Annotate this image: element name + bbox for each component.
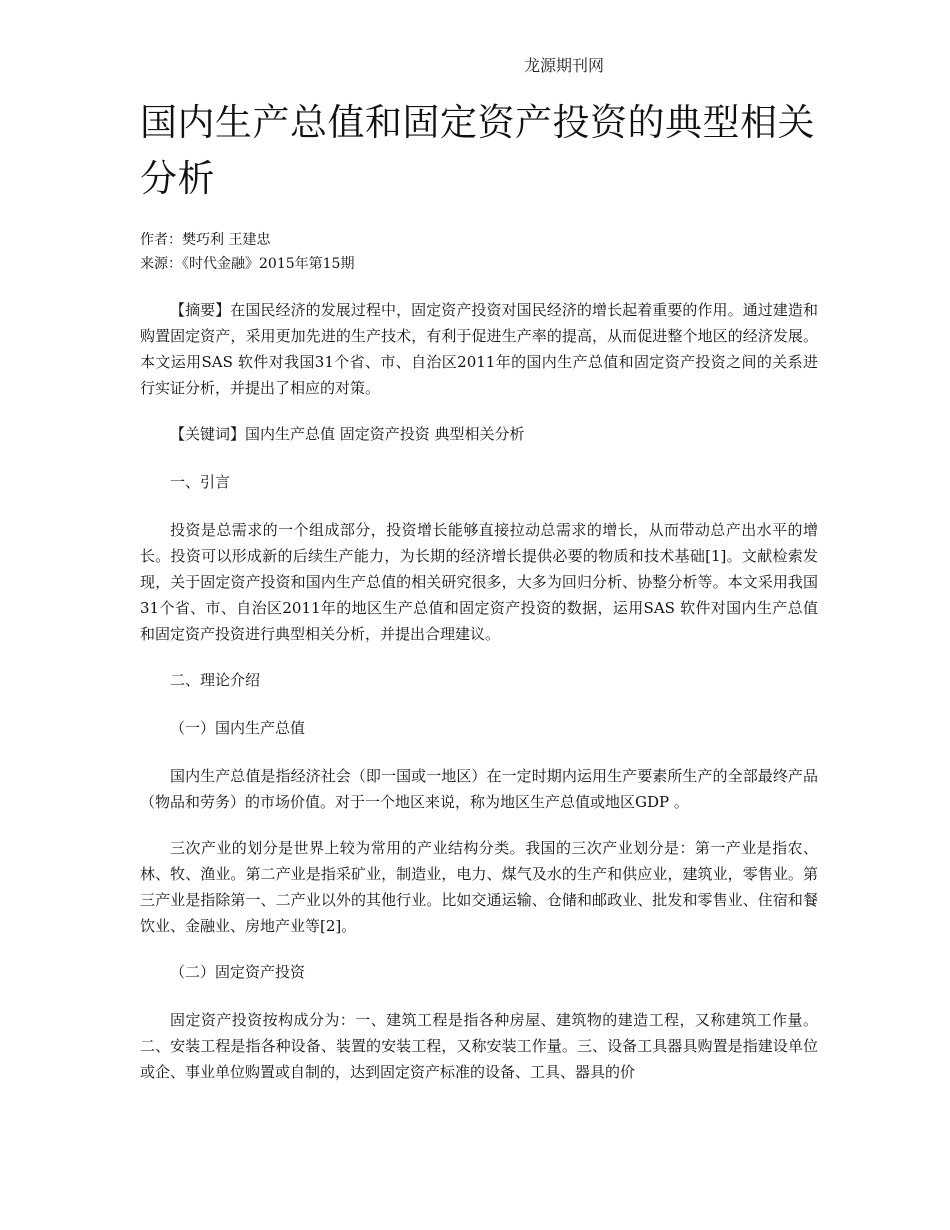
- intro-paragraph: 投资是总需求的一个组成部分，投资增长能够直接拉动总需求的增长，从而带动总产出水平的增长。投资可以形成新的后续生产能力，为长期的经济增长提供必要的物质和技术基础[1]。文献检索发现，关于固定资产投资和国内生产总值的相关研究很多，大多为回归分析、协整分析等。本文采用我国31个省、市、自治区2011年的地区生产总值和固定资产投资的数据，运用SAS 软件对国内生产总值和固定资产投资进行典型相关分析，并提出合理建议。: [140, 521, 818, 643]
- keywords: 【关键词】国内生产总值 固定资产投资 典型相关分析: [170, 425, 525, 443]
- abstract: 【摘要】在国民经济的发展过程中，固定资产投资对国民经济的增长起着重要的作用。通过建造和购置固定资产，采用更加先进的生产技术，有利于促进生产率的提高，从而促进整个地区的经济发展。本文运用SAS 软件对我国31个省、市、自治区2011年的国内生产总值和固定资产投资之间的关系进行实证分析，并提出了相应的对策。: [140, 301, 818, 397]
- gdp-paragraph-2: 三次产业的划分是世界上较为常用的产业结构分类。我国的三次产业划分是：第一产业是指农、林、牧、渔业。第二产业是指采矿业，制造业，电力、煤气及水的生产和供应业，建筑业，零售业。第三产业是指除第一、二产业以外的其他行业。比如交通运输、仓储和邮政业、批发和零售业、住宿和餐饮业、金融业、房地产业等[2]。: [140, 839, 818, 935]
- article-title: 国内生产总值和固定资产投资的典型相关分析: [140, 101, 815, 200]
- section-heading-intro: 一、引言: [170, 473, 231, 491]
- article-meta: [140, 228, 820, 276]
- subsection-heading-investment: （二）固定资产投资: [170, 963, 306, 981]
- investment-paragraph: 固定资产投资按构成分为：一、建筑工程是指各种房屋、建筑物的建造工程，又称建筑工作量。二、安装工程是指各种设备、装置的安装工程，又称安装工作量。三、设备工具器具购置是指建设单位或企、事业单位购置或自制的，达到固定资产标准的设备、工具、器具的价: [140, 1011, 818, 1081]
- subsection-heading-gdp: （一）国内生产总值: [170, 719, 306, 737]
- article-body: [140, 297, 818, 1105]
- source-line: 来源：《时代金融》2015年第15期: [140, 256, 355, 272]
- gdp-paragraph-1: 国内生产总值是指经济社会（即一国或一地区）在一定时期内运用生产要素所生产的全部最终产品（物品和劳务）的市场价值。对于一个地区来说，称为地区生产总值或地区GDP 。: [140, 767, 818, 811]
- section-heading-theory: 二、理论介绍: [170, 671, 261, 689]
- site-name: 龙源期刊网: [524, 56, 605, 75]
- author-line: 作者：樊巧利 王建忠: [140, 232, 271, 248]
